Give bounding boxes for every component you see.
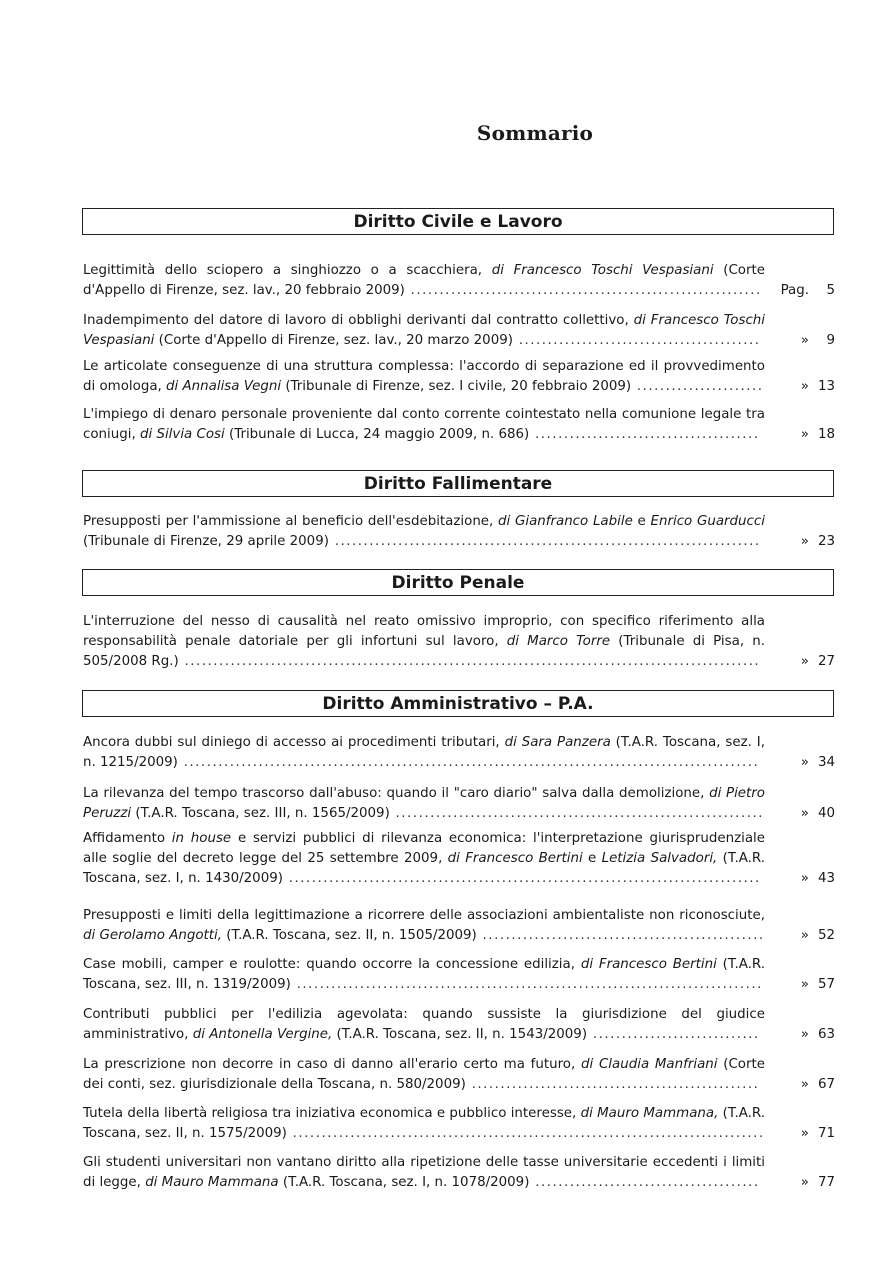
entry-text-part: (Corte d'Appello di Firenze, sez. lav., 20 marzo 2009) xyxy=(154,333,513,348)
page-prefix: » xyxy=(800,871,809,886)
toc-entry[interactable] xyxy=(83,1005,835,1045)
toc-entry-text xyxy=(83,357,765,397)
dot-leader: ................................................................................. xyxy=(290,977,763,992)
entry-author: di Marco Torre xyxy=(506,634,611,649)
entry-text-part: (Tribunale di Firenze, 29 aprile 2009) xyxy=(83,534,329,549)
section-heading xyxy=(82,470,834,497)
toc-entry-text xyxy=(83,512,765,552)
entry-text-part: Gli studenti universitari non vantano diritto alla ripetizione delle tasse universitarie eccedenti i limiti di legge, xyxy=(83,1155,765,1190)
page-number: 23 xyxy=(817,534,835,549)
toc-entry[interactable] xyxy=(83,829,835,889)
page-prefix: » xyxy=(800,1175,809,1190)
dot-leader: .................................................................................................... xyxy=(178,654,761,669)
toc-entry[interactable] xyxy=(83,955,835,995)
entry-author: di Pietro Peruzzi xyxy=(83,786,765,821)
section-heading-label: Diritto Fallimentare xyxy=(363,473,553,494)
entry-author: di Francesco Bertini xyxy=(580,957,717,972)
entry-text-part: (Tribunale di Lucca, 24 maggio 2009, n. 686) xyxy=(224,427,530,442)
page-prefix: » xyxy=(800,1027,809,1042)
dot-leader: .................................................................................................... xyxy=(177,755,760,770)
entry-text-part: (T.A.R. Toscana, sez. I, n. 1430/2009) xyxy=(83,851,765,886)
page-prefix: » xyxy=(800,1077,809,1092)
toc-entry[interactable] xyxy=(83,405,835,445)
toc-entry-text xyxy=(83,1104,765,1144)
toc-entry[interactable] xyxy=(83,311,835,351)
page-number: 34 xyxy=(817,755,835,770)
page-number: 71 xyxy=(817,1126,835,1141)
page-number: 57 xyxy=(817,977,835,992)
entry-author: di Claudia Manfriani xyxy=(581,1057,718,1072)
entry-text-part: Case mobili, camper e roulotte: quando occorre la concessione edilizia, xyxy=(83,957,581,972)
entry-author: di Mauro Mammana xyxy=(145,1175,279,1190)
entry-author: di Sara Panzera xyxy=(504,735,611,750)
entry-text-part: (T.A.R. Toscana, sez. II, n. 1543/2009) xyxy=(332,1027,588,1042)
section-heading-label: Diritto Amministrativo – P.A. xyxy=(322,693,594,714)
entry-text-part: (T.A.R. Toscana, sez. II, n. 1575/2009) xyxy=(83,1106,765,1141)
toc-entry-text xyxy=(83,955,765,995)
entry-text-part: Affidamento xyxy=(83,831,172,846)
toc-entry-text xyxy=(83,829,765,889)
entry-text-part: Le articolate conseguenze di una struttura complessa: l'accordo di separazione ed il provvedimento di omologa, xyxy=(83,359,765,394)
page-prefix: » xyxy=(800,427,809,442)
dot-leader: ...................... xyxy=(631,379,764,394)
toc-entry[interactable] xyxy=(83,733,835,773)
toc-entry-text xyxy=(83,906,765,946)
entry-text-part: Presupposti e limiti della legittimazione a ricorrere delle associazioni ambientaliste non riconosciute, xyxy=(83,908,765,923)
entry-text-part: (T.A.R. Toscana, sez. I, n. 1215/2009) xyxy=(83,735,766,770)
entry-text-part: Contributi pubblici per l'edilizia agevolata: quando sussiste la giurisdizione del giudice amministrativo, xyxy=(83,1007,765,1042)
entry-text-part: (T.A.R. Toscana, sez. III, n. 1565/2009) xyxy=(131,806,390,821)
dot-leader: ............................. xyxy=(587,1027,760,1042)
dot-leader: .................................................. xyxy=(465,1077,760,1092)
page-number: 9 xyxy=(826,333,835,348)
section-heading xyxy=(82,208,834,235)
entry-author: in house xyxy=(171,831,232,846)
page-number: 52 xyxy=(817,928,835,943)
entry-text-part: e xyxy=(632,514,651,529)
dot-leader: ................................................................ xyxy=(389,806,764,821)
entry-text-part: (T.A.R. Toscana, sez. I, n. 1078/2009) xyxy=(278,1175,530,1190)
toc-entry[interactable] xyxy=(83,1153,835,1193)
entry-author: di Silvia Cosi xyxy=(139,427,225,442)
entry-text-part: Inadempimento del datore di lavoro di obblighi derivanti dal contratto collettivo, xyxy=(83,313,634,328)
toc-entry-text xyxy=(83,733,765,773)
page-number: 43 xyxy=(817,871,835,886)
toc-entry[interactable] xyxy=(83,906,835,946)
toc-entry-text xyxy=(83,405,765,445)
entry-author: di Francesco Bertini xyxy=(447,851,583,866)
page-prefix: » xyxy=(800,806,809,821)
toc-entry[interactable] xyxy=(83,784,835,824)
page-prefix: » xyxy=(800,333,809,348)
page-number: 40 xyxy=(817,806,835,821)
page-prefix: » xyxy=(800,977,809,992)
entry-text-part: (Corte dei conti, sez. giurisdizionale della Toscana, n. 580/2009) xyxy=(83,1057,765,1092)
toc-entry[interactable] xyxy=(83,612,835,672)
page-prefix: » xyxy=(800,1126,809,1141)
section-heading-label: Diritto Civile e Lavoro xyxy=(353,211,563,232)
page-number: 63 xyxy=(817,1027,835,1042)
page-number: 67 xyxy=(817,1077,835,1092)
entry-text-part: (T.A.R. Toscana, sez. III, n. 1319/2009) xyxy=(83,957,766,992)
dot-leader: ............................................................. xyxy=(404,283,762,298)
entry-text-part: e xyxy=(582,851,602,866)
entry-text-part: L'interruzione del nesso di causalità nel reato omissivo improprio, con specifico riferimento alla responsabilità penale datoriale per gli infortuni sul lavoro, xyxy=(83,614,765,649)
section-heading-label: Diritto Penale xyxy=(391,572,525,593)
entry-text-part: Presupposti per l'ammissione al beneficio dell'esdebitazione, xyxy=(83,514,499,529)
entry-text-part: e servizi pubblici di rilevanza economica: l'interpretazione giurisprudenziale alle soglie del decreto legge del 25 settembre 2009, xyxy=(83,831,765,866)
toc-entry-text xyxy=(83,311,765,351)
entry-text-part: L'impiego di denaro personale proveniente dal conto corrente cointestato nella comunione legale tra coniugi, xyxy=(83,407,765,442)
entry-text-part: La rilevanza del tempo trascorso dall'abuso: quando il "caro diario" salva dalla demolizione, xyxy=(83,786,710,801)
dot-leader: .......................................... xyxy=(512,333,761,348)
entry-text-part: Legittimità dello sciopero a singhiozzo o a scacchiera, xyxy=(83,263,492,278)
toc-entry-text xyxy=(83,612,765,672)
entry-text-part: Ancora dubbi sul diniego di accesso ai procedimenti tributari, xyxy=(83,735,505,750)
entry-author: Letizia Salvadori, xyxy=(601,851,718,866)
toc-entry[interactable] xyxy=(83,357,835,397)
toc-entry[interactable] xyxy=(83,1104,835,1144)
page-prefix: » xyxy=(800,755,809,770)
entry-author: di Francesco Toschi Vespasiani xyxy=(491,263,714,278)
entry-author: di Antonella Vergine, xyxy=(192,1027,333,1042)
toc-entry-text xyxy=(83,261,765,301)
entry-text-part: La prescrizione non decorre in caso di danno all'erario certo ma futuro, xyxy=(83,1057,581,1072)
page-number: 13 xyxy=(817,379,835,394)
toc-entry[interactable] xyxy=(83,261,835,301)
entry-author: di Gianfranco Labile xyxy=(498,514,633,529)
dot-leader: .................................................................................. xyxy=(282,871,761,886)
entry-text-part: (Tribunale di Pisa, n. 505/2008 Rg.) xyxy=(83,634,765,669)
toc-entry-text xyxy=(83,1005,765,1045)
entry-text-part: Tutela della libertà religiosa tra iniziativa economica e pubblico interesse, xyxy=(83,1106,581,1121)
page-number: 5 xyxy=(826,283,835,298)
page-prefix: Pag. xyxy=(780,283,809,298)
dot-leader: .......................................................................... xyxy=(328,534,761,549)
dot-leader: ....................................... xyxy=(529,427,760,442)
section-heading xyxy=(82,569,834,596)
entry-author: Enrico Guarducci xyxy=(650,514,765,529)
dot-leader: ....................................... xyxy=(529,1175,760,1190)
page-number: 77 xyxy=(817,1175,835,1190)
entry-author: di Francesco Toschi Vespasiani xyxy=(83,313,766,348)
section-heading xyxy=(82,690,834,717)
entry-author: di Gerolamo Angotti, xyxy=(83,928,223,943)
toc-entry-text xyxy=(83,784,765,824)
page-number: 18 xyxy=(817,427,835,442)
entry-text-part: (T.A.R. Toscana, sez. II, n. 1505/2009) xyxy=(222,928,477,943)
dot-leader: ................................................. xyxy=(476,928,765,943)
toc-entry[interactable] xyxy=(83,1055,835,1095)
entry-author: di Annalisa Vegni xyxy=(166,379,282,394)
page-title: Sommario xyxy=(476,121,594,145)
toc-entry[interactable] xyxy=(83,512,835,552)
page-prefix: » xyxy=(800,379,809,394)
entry-author: di Mauro Mammana, xyxy=(580,1106,719,1121)
toc-entry-text xyxy=(83,1153,765,1193)
page-prefix: » xyxy=(800,654,809,669)
page-prefix: » xyxy=(800,534,809,549)
dot-leader: .................................................................................. xyxy=(286,1126,765,1141)
entry-text-part: (Tribunale di Firenze, sez. I civile, 20 febbraio 2009) xyxy=(281,379,632,394)
toc-entry-text xyxy=(83,1055,765,1095)
page-prefix: » xyxy=(800,928,809,943)
page-number: 27 xyxy=(817,654,835,669)
entry-text-part: (Corte d'Appello di Firenze, sez. lav., 20 febbraio 2009) xyxy=(83,263,765,298)
